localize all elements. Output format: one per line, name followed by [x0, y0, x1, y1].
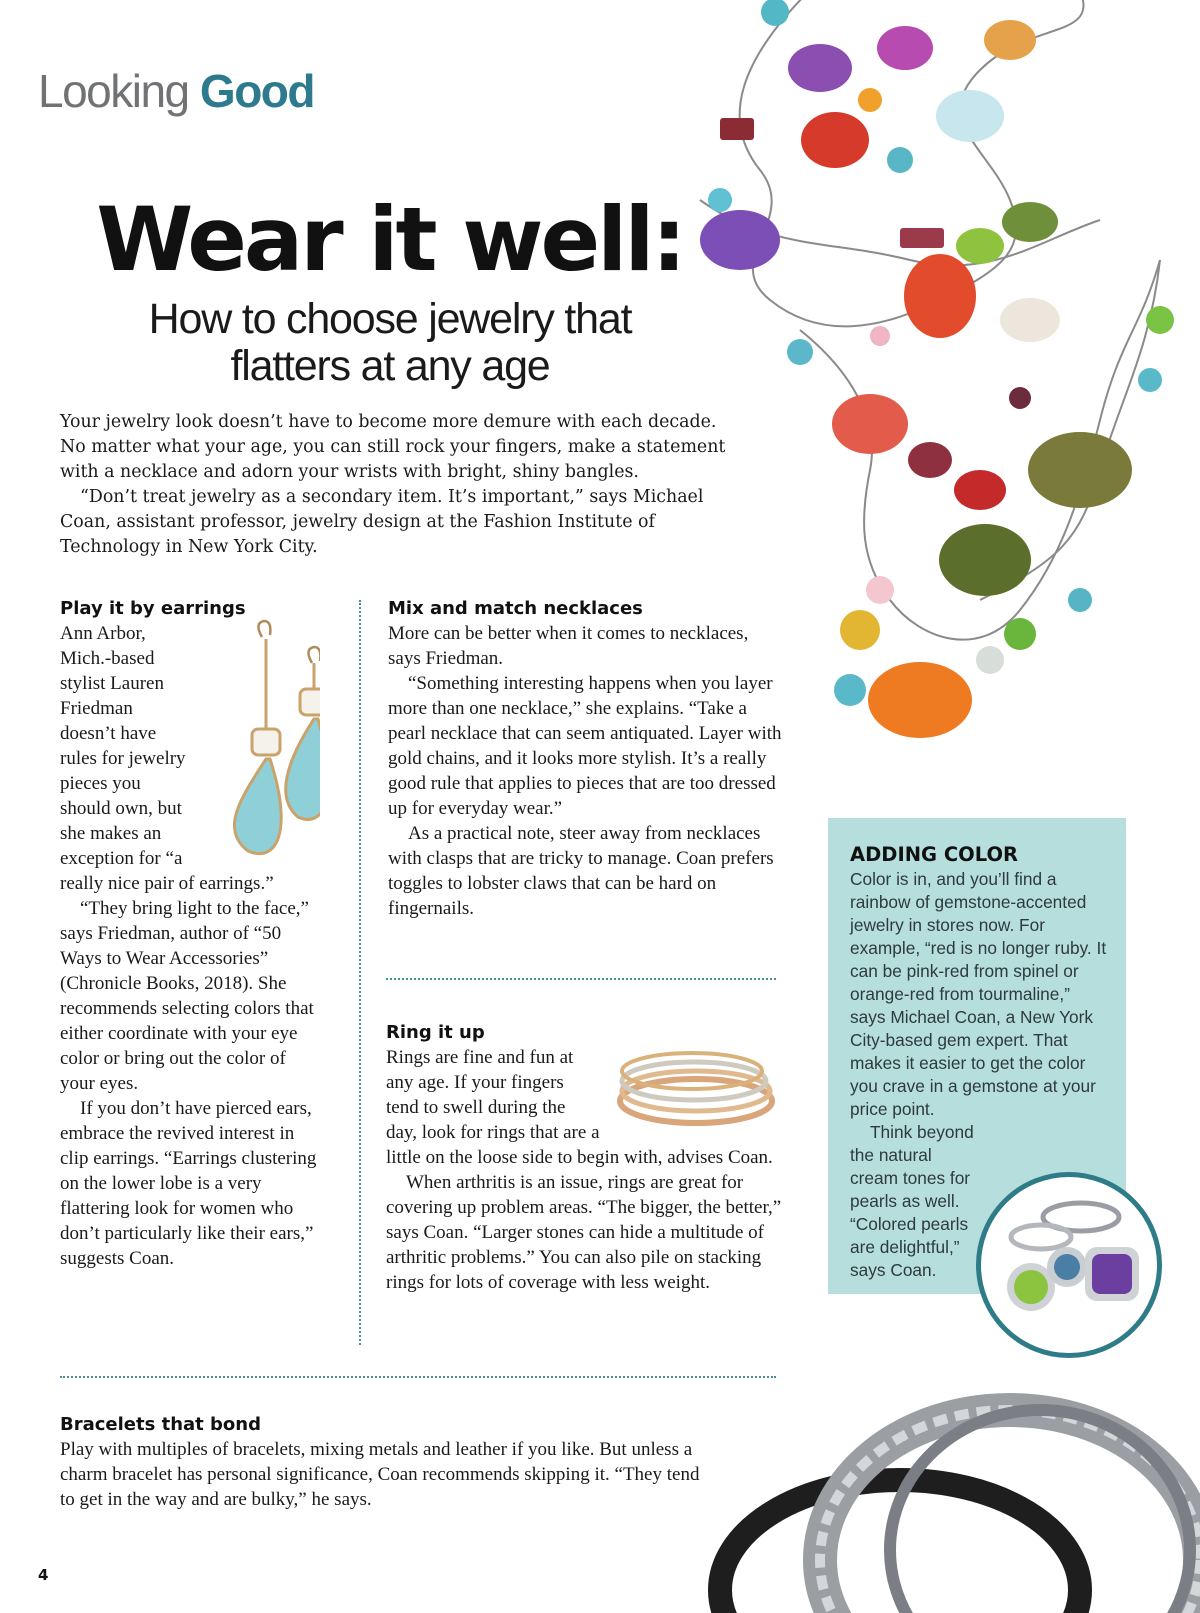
rings-heading: Ring it up [386, 1022, 485, 1043]
gemstone-rings-illustration [981, 1177, 1157, 1353]
section-divider [386, 978, 776, 980]
subhead-line-1: How to choose jewelry that [148, 295, 632, 343]
section-tag-bold: Good [199, 65, 314, 117]
sidebar-paragraph-1: Color is in, and you’ll find a rainbow of gemstone-accented jewelry in stores now. For example, “red is no longer ruby. It can be pink-red from spinel or orange-red from tourmaline,” says Michael Coan, a New York City-based gem expert. That makes it easier to get the color you crave in a gemstone at your price point. [850, 869, 1107, 1119]
bangles-photo [680, 1370, 1200, 1613]
intro [60, 410, 740, 560]
column-divider [359, 600, 361, 1345]
rings-paragraph-2: When arthritis is an issue, rings are great for covering up problem areas. “The bigger, the better,” says Coan. “Larger stones can hide a multitude of arthritic problems.” You can also pile on stacking rings for lots of coverage with less weight. [386, 1172, 782, 1293]
section-tag [38, 65, 314, 117]
sidebar-title: ADDING COLOR [850, 843, 1019, 866]
rings-paragraph-1: Rings are fine and fun at any age. If your fingers tend to swell during the day, look for rings that are a little on the loose side to begin with, advises Coan. [386, 1047, 773, 1168]
stacked-rings-photo [606, 1045, 786, 1135]
earrings-paragraph-1: Ann Arbor, Mich.-based stylist Lauren Friedman doesn’t have rules for jewelry pieces you should own, but she makes an exception for “a really nice pair of earrings.” [60, 623, 274, 894]
necklaces-section [388, 596, 783, 921]
section-tag-light: Looking [38, 65, 189, 117]
rings-section [386, 1020, 786, 1295]
bottom-divider [60, 1376, 776, 1378]
subhead [80, 296, 700, 390]
bracelets-paragraph: Play with multiples of bracelets, mixing metals and leather if you like. But unless a charm bracelet has personal significance, Coan recommends skipping it. “They tend to get in the way and are bulky,” he says. [60, 1439, 700, 1510]
earrings-paragraph-2: “They bring light to the face,” says Friedman, author of “50 Ways to Wear Accessories” (Chronicle Books, 2018). She recommends selecting colors that either coordinate with your eye color or bring out the color of your eyes. [60, 898, 314, 1094]
earrings-photo [190, 619, 320, 869]
sidebar-paragraph-2: Think beyond the natural cream tones for pearls as well. “Colored pearls are delightful,” says Coan. [850, 1122, 974, 1280]
necklaces-paragraph-2: “Something interesting happens when you layer more than one necklace,” she explains. “Take a pearl necklace that can seem antiquated. Layer with gold chains, and it looks more stylish. It’s a really good rule that applies to pieces that are too dressed up for everyday wear.” [388, 673, 782, 819]
subhead-line-2: flatters at any age [230, 342, 550, 390]
bracelets-section [60, 1412, 700, 1512]
earrings-paragraph-3: If you don’t have pierced ears, embrace the revived interest in clip earrings. “Earrings clustering on the lower lobe is a very flattering look for women who don’t particularly like their ears,” suggests Coan. [60, 1098, 317, 1269]
intro-quote-paragraph: “Don’t treat jewelry as a secondary item. It’s important,” says Michael Coan, assistant professor, jewelry design at the Fashion Institute of Technology in New York City. [60, 487, 704, 557]
bracelets-heading: Bracelets that bond [60, 1414, 261, 1435]
gemstone-rings-photo [976, 1172, 1162, 1358]
headline: Wear it well: [96, 188, 684, 291]
earrings-heading: Play it by earrings [60, 598, 246, 619]
earrings-section [60, 596, 320, 1271]
necklaces-paragraph-3: As a practical note, steer away from necklaces with clasps that are tricky to manage. Coan prefers toggles to lobster claws that can be hard on fingernails. [388, 823, 774, 919]
necklaces-paragraph-1: More can be better when it comes to necklaces, says Friedman. [388, 623, 749, 669]
page-number: 4 [38, 1566, 49, 1584]
necklaces-heading: Mix and match necklaces [388, 598, 643, 619]
intro-paragraph: Your jewelry look doesn’t have to become more demure with each decade. No matter what your age, you can still rock your fingers, make a statement with a necklace and adorn your wrists with bright, shiny bangles. [60, 412, 726, 482]
